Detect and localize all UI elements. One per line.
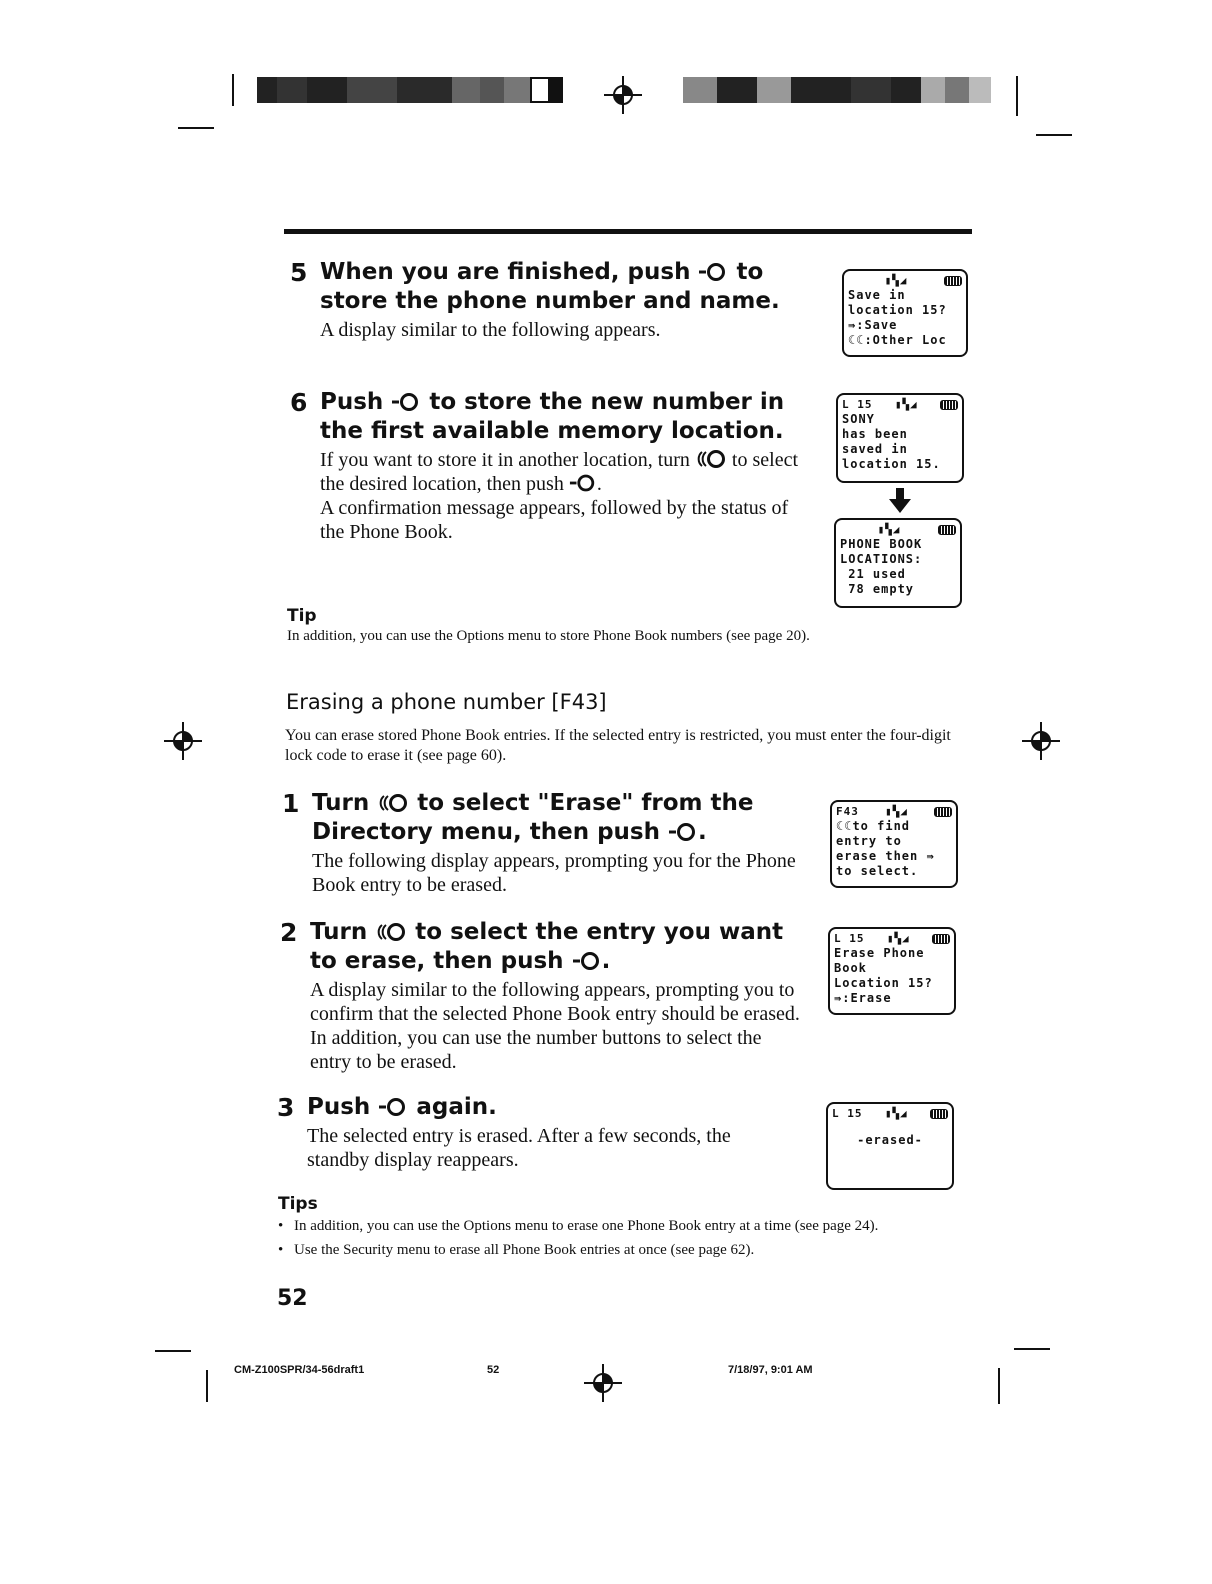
lcd-display-saved <box>836 393 964 483</box>
tip-label: Tip <box>287 606 317 626</box>
battery-icon <box>940 400 958 410</box>
lcd-row: ⇛:Erase <box>834 991 892 1005</box>
tip-block <box>287 606 987 646</box>
section-intro: You can erase stored Phone Book entries. If the selected entry is restricted, you must enter the four-digit lock code to erase it (see page 60). <box>285 727 951 764</box>
signal-icon: ▮▚◢ <box>886 932 910 945</box>
push-button-icon <box>569 473 597 493</box>
lcd-status-bar: L 15 ▮▚◢ <box>842 397 958 412</box>
lcd-row: 21 used <box>840 567 906 581</box>
step-title: Push to store the new number in the first available memory location. <box>320 389 785 444</box>
registration-crosshair-icon <box>1022 722 1060 760</box>
push-button-icon <box>378 1097 408 1117</box>
crop-mark <box>998 1368 1000 1404</box>
lcd-row: PHONE BOOK <box>840 537 923 551</box>
erase-step-2 <box>280 918 800 1074</box>
lcd-status-bar: L 15 ▮▚◢ <box>834 931 950 946</box>
erase-step-3 <box>277 1093 797 1172</box>
lcd-row: ⇛:Save <box>848 318 898 332</box>
lcd-row: location 15? <box>848 303 947 317</box>
lcd-display-phone-book-status <box>834 518 962 608</box>
tips-label: Tips <box>278 1194 318 1214</box>
signal-icon: ▮▚◢ <box>884 1107 908 1120</box>
lcd-row: erase then ⇛ <box>836 849 935 863</box>
jog-dial-icon <box>377 793 409 813</box>
step-body: A display similar to the following appears, prompting you to confirm that the selected Phone Book entry should be erased. In addition, you can use the number buttons to select the entry to be erased. <box>310 979 800 1073</box>
step-6 <box>280 388 800 544</box>
lcd-status-bar <box>848 273 962 288</box>
push-button-icon <box>391 392 421 412</box>
footer-filename: CM-Z100SPR/34-56draft1 <box>234 1364 365 1376</box>
lcd-row: LOCATIONS: <box>840 552 923 566</box>
lcd-row: -erased- <box>857 1133 923 1147</box>
step-number: 3 <box>277 1093 295 1122</box>
step-number: 6 <box>290 388 308 417</box>
tips-item: • Use the Security menu to erase all Phone Book entries at once (see page 62). <box>278 1242 755 1258</box>
step-title: Push again. <box>307 1094 497 1120</box>
crop-mark <box>178 127 214 129</box>
section-title: Erasing a phone number [F43] <box>286 690 607 714</box>
lcd-row: to select. <box>836 864 919 878</box>
step-body: If you want to store it in another location, turn to select the desired location, then push . A confirmation message appears, followed by the status of the Phone Book. <box>320 449 799 543</box>
step-number: 1 <box>282 789 300 818</box>
registration-crosshair-icon <box>164 722 202 760</box>
lcd-display-erase-confirm <box>828 927 956 1015</box>
lcd-status-bar: L 15 ▮▚◢ <box>832 1106 948 1121</box>
tips-block <box>278 1194 958 1260</box>
footer-date: 7/18/97, 9:01 AM <box>728 1364 813 1376</box>
lcd-row: ☾☾:Other Loc <box>848 333 947 347</box>
tips-item: • In addition, you can use the Options menu to erase one Phone Book entry at a time (see page 24). <box>278 1218 879 1234</box>
footer-page: 52 <box>487 1364 500 1376</box>
lcd-row: entry to <box>836 834 902 848</box>
battery-icon <box>938 525 956 535</box>
battery-icon <box>944 276 962 286</box>
tip-text: In addition, you can use the Options menu to store Phone Book numbers (see page 20). <box>287 628 810 644</box>
signal-icon: ▮▚◢ <box>877 523 901 536</box>
crop-mark <box>1036 134 1072 136</box>
lcd-display-find-entry <box>830 800 958 888</box>
lcd-row: SONY <box>842 412 875 426</box>
jog-dial-icon <box>695 449 727 469</box>
lcd-status-bar <box>840 522 956 537</box>
step-5 <box>280 258 800 342</box>
battery-icon <box>930 1109 948 1119</box>
page-number: 52 <box>277 1286 308 1311</box>
lcd-row: has been <box>842 427 908 441</box>
lcd-display-save <box>842 269 968 357</box>
push-button-icon <box>668 822 698 842</box>
lcd-row: Location 15? <box>834 976 933 990</box>
signal-icon: ▮▚◢ <box>884 274 908 287</box>
step-title: Turn to select "Erase" from the Directory menu, then push . <box>312 790 754 845</box>
crop-mark <box>1016 76 1018 116</box>
lcd-row: Save in <box>848 288 906 302</box>
lcd-row: location 15. <box>842 457 941 471</box>
step-title: When you are finished, push to store the phone number and name. <box>320 259 780 314</box>
step-body: The selected entry is erased. After a few seconds, the standby display reappears. <box>307 1125 731 1171</box>
crop-mark <box>206 1370 208 1402</box>
lcd-row: ☾☾to find <box>836 819 911 833</box>
color-bar-left <box>257 77 563 103</box>
battery-icon <box>932 934 950 944</box>
jog-dial-icon <box>375 922 407 942</box>
lcd-row: saved in <box>842 442 908 456</box>
signal-icon: ▮▚◢ <box>885 805 908 818</box>
lcd-display-erased <box>826 1102 954 1190</box>
lcd-row: 78 empty <box>840 582 915 596</box>
lcd-status-bar: F43 ▮▚◢ <box>836 804 952 819</box>
crop-mark <box>155 1350 191 1352</box>
down-arrow-icon <box>889 488 911 514</box>
step-body: A display similar to the following appears. <box>320 319 661 341</box>
header-rule <box>284 229 972 234</box>
step-number: 2 <box>280 918 298 947</box>
registration-crosshair-icon <box>604 76 642 114</box>
erase-step-1 <box>282 789 802 897</box>
step-title: Turn to select the entry you want to erase, then push . <box>310 919 784 974</box>
push-button-icon <box>698 262 728 282</box>
signal-icon: ▮▚◢ <box>894 398 918 411</box>
crop-mark <box>232 74 234 106</box>
step-number: 5 <box>290 258 308 287</box>
step-body: The following display appears, prompting you for the Phone Book entry to be erased. <box>312 850 796 896</box>
battery-icon <box>934 807 952 817</box>
push-button-icon <box>572 951 602 971</box>
lcd-row: Erase Phone <box>834 946 925 960</box>
color-bar-right <box>683 77 991 103</box>
crop-mark <box>1014 1348 1050 1350</box>
registration-crosshair-icon <box>584 1364 622 1402</box>
lcd-row: Book <box>834 961 867 975</box>
